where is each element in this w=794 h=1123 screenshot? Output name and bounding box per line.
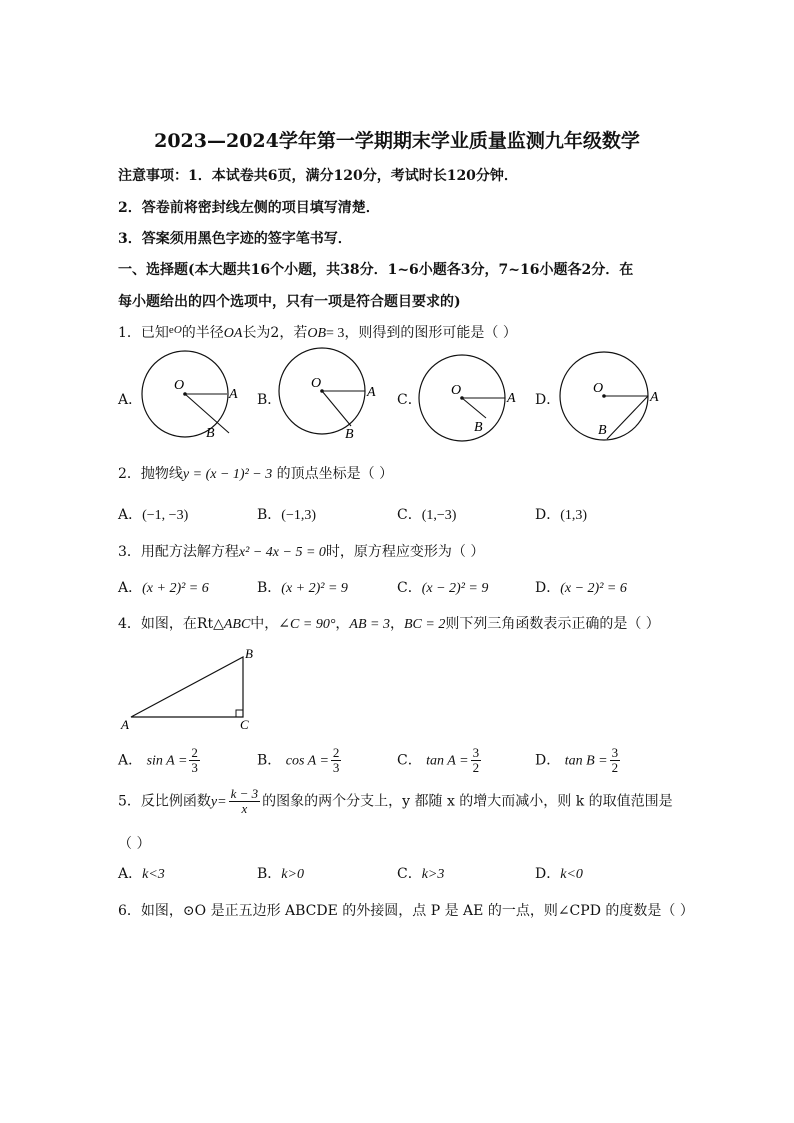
q1-eq: = 3 bbox=[326, 326, 345, 341]
q3-option-d: D．(x − 2)² = 6 bbox=[535, 580, 627, 596]
q2-suffix: 的顶点坐标是（ ） bbox=[276, 466, 394, 482]
q3-suffix: 时，原方程应变形为（ ） bbox=[325, 544, 485, 560]
q1-figure-d bbox=[560, 352, 659, 440]
q3-expr: x² − 4x − 5 = 0 bbox=[238, 545, 326, 560]
q1-oa: OA bbox=[223, 326, 243, 341]
q5-option-b: B．k>0 bbox=[257, 866, 304, 882]
q2-expr: y = (x − 1)² − 3 bbox=[182, 467, 273, 482]
q5-prefix: 5．反比例函数 bbox=[118, 793, 211, 810]
q4-option-d: D． tan B = $\frac{3}{2}$ bbox=[535, 745, 619, 775]
q4-mid: 中， bbox=[250, 616, 279, 632]
q1a-label-a: A bbox=[229, 387, 238, 402]
section-header-line1: 一、选择题(本大题共16个小题，共38分．1~6小题各3分，7~16小题各2分．在 bbox=[118, 262, 634, 278]
question-2-stem bbox=[118, 463, 393, 483]
q1b-label-a: A bbox=[367, 385, 376, 400]
q2-option-c: C．(1,−3) bbox=[397, 507, 457, 523]
q1-option-d-label: D． bbox=[535, 392, 561, 408]
q3-option-b: B．(x + 2)² = 9 bbox=[257, 580, 348, 596]
question-4-stem: 4．如图，在Rt△ABC中，∠C = 90°，AB = 3，BC = 2则下列三角函数表示正确的是（ ） bbox=[118, 616, 660, 632]
q1-o: O bbox=[173, 324, 182, 336]
q5-suffix: 的图象的两个分支上，y 都随 x 的增大而减小，则 k 的取值范围是 bbox=[262, 793, 673, 810]
question-3-stem bbox=[118, 541, 484, 561]
q3-option-a: A．(x + 2)² = 6 bbox=[118, 580, 209, 596]
q5-y: y= bbox=[210, 794, 227, 810]
q4-option-b: B． cos A = $\frac{2}{3}$ bbox=[257, 745, 340, 775]
q1c-label-o: O bbox=[451, 383, 462, 398]
q2-prefix: 2．抛物线 bbox=[118, 466, 183, 482]
q1-figure-a bbox=[142, 351, 238, 441]
q1-figures bbox=[0, 0, 794, 460]
q1-figure-c bbox=[419, 355, 516, 441]
q4-suffix: 则下列三角函数表示正确的是（ ） bbox=[445, 616, 660, 632]
q4-triangle-figure bbox=[0, 640, 300, 740]
q4-angle: ∠C = 90° bbox=[278, 617, 336, 632]
q3-prefix: 3．用配方法解方程 bbox=[118, 544, 239, 560]
q1b-label-o: O bbox=[311, 376, 322, 391]
note-3: 3．答案须用黑色字迹的签字笔书写． bbox=[118, 231, 352, 247]
q4-label-c: C bbox=[240, 717, 249, 732]
q4-prefix: 4．如图，在Rt△ bbox=[118, 616, 224, 632]
q1c-label-b: B bbox=[474, 420, 483, 435]
q1d-label-o: O bbox=[593, 381, 604, 396]
q1-suffix: ，则得到的图形可能是（ ） bbox=[344, 325, 517, 341]
question-6-stem: 6．如图，⊙O 是正五边形 ABCDE 的外接圆，点 P 是 AE 的一点，则∠CPD 的度数是（ ） bbox=[118, 903, 694, 919]
q1-ob: OB bbox=[307, 326, 327, 341]
q5-answer-paren: （ ） bbox=[118, 836, 151, 852]
q4-abc: ABC bbox=[223, 617, 251, 632]
q4-option-a: A． sin A = $\frac{2}{3}$ bbox=[118, 745, 198, 775]
question-5-stem bbox=[118, 787, 673, 816]
q2-option-d: D．(1,3) bbox=[535, 507, 588, 523]
q4-label-a: A bbox=[121, 717, 129, 732]
q4-ab: AB = 3 bbox=[349, 617, 390, 632]
q5-option-c: C．k>3 bbox=[397, 866, 445, 882]
q1-option-b-label: B． bbox=[257, 392, 282, 408]
q4-bc: BC = 2 bbox=[403, 617, 446, 632]
q1a-label-b: B bbox=[206, 426, 215, 441]
q1-mid: 的半径 bbox=[181, 325, 224, 341]
q5-option-a: A．k<3 bbox=[118, 866, 165, 882]
q1b-label-b: B bbox=[345, 427, 354, 442]
q1-mid2: 长为2，若 bbox=[242, 325, 308, 341]
q1-prefix: 1．已知 bbox=[118, 325, 169, 341]
section-header-line2: 每小题给出的四个选项中，只有一项是符合题目要求的) bbox=[118, 294, 461, 310]
q1d-label-a: A bbox=[650, 390, 659, 405]
q1a-label-o: O bbox=[174, 378, 185, 393]
q2-option-a: A．(−1, −3) bbox=[118, 507, 189, 523]
q5-option-d: D．k<0 bbox=[535, 866, 583, 882]
q5-fraction: $\frac{k - 3}{x}$ bbox=[230, 786, 259, 816]
q4-option-c: C． tan A = $\frac{3}{2}$ bbox=[397, 745, 480, 775]
q1-figure-b bbox=[279, 348, 376, 442]
note-2: 2．答卷前将密封线左侧的项目填写清楚． bbox=[118, 200, 380, 216]
page-title: 2023—2024学年第一学期期末学业质量监测九年级数学 bbox=[154, 130, 640, 152]
q1-circle-symbol: e bbox=[168, 324, 174, 336]
note-1: 注意事项：1．本试卷共6页，满分120分，考试时长120分钟． bbox=[118, 168, 518, 184]
q1-option-a-label: A． bbox=[118, 392, 143, 408]
q1-option-c-label: C． bbox=[397, 392, 422, 408]
q3-option-c: C．(x − 2)² = 9 bbox=[397, 580, 489, 596]
q2-option-b: B．(−1,3) bbox=[257, 507, 317, 523]
q1c-label-a: A bbox=[507, 391, 516, 406]
q1d-label-b: B bbox=[598, 423, 607, 438]
q4-label-b: B bbox=[245, 646, 253, 661]
